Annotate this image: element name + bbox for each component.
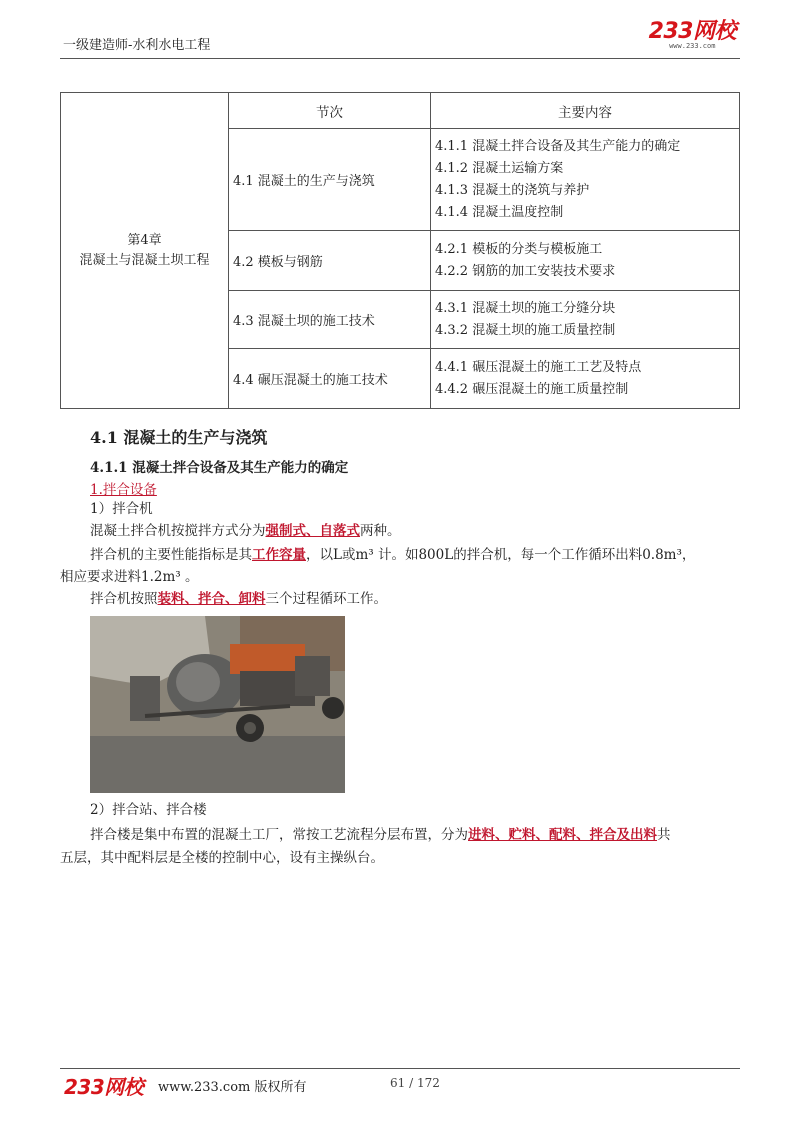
subsection-heading: 4.1.1 混凝土拌合设备及其生产能力的确定	[90, 460, 349, 476]
content-cell	[431, 129, 740, 231]
table-header-row	[61, 93, 740, 129]
paragraph-continuation: 五层，其中配料层是全楼的控制中心，设有主操纵台。	[60, 850, 384, 866]
section-cell: 4.4 碾压混凝土的施工技术	[229, 349, 431, 409]
text-run: 拌合楼是集中布置的混凝土工厂，常按工艺流程分层布置，分为	[90, 827, 468, 843]
section-heading: 4.1 混凝土的生产与浇筑	[90, 428, 268, 447]
logo-url: www.233.com	[669, 42, 716, 50]
highlight-text: 工作容量	[252, 547, 306, 563]
content-item: 4.2.1 模板的分类与模板施工	[435, 241, 603, 257]
section-cell: 4.2 模板与钢筋	[229, 231, 431, 291]
footer-divider	[60, 1068, 740, 1069]
paragraph	[90, 824, 740, 846]
topic-link[interactable]: 1.拌合设备	[90, 482, 157, 498]
section-cell: 4.1 混凝土的生产与浇筑	[229, 129, 431, 231]
highlight-text: 强制式、自落式	[265, 523, 360, 539]
content-item: 4.1.4 混凝土温度控制	[435, 204, 564, 220]
text-run: 共	[657, 827, 671, 843]
text-run: 拌合机按照	[90, 591, 158, 607]
list-item-label: 2）拌合站、拌合楼	[90, 802, 207, 818]
chapter-outline-table	[60, 92, 740, 409]
page-header	[60, 0, 740, 59]
text-run: 混凝土拌合机按搅拌方式分为	[90, 523, 266, 539]
document-title: 一级建造师-水利水电工程	[63, 38, 211, 53]
text-run: 三个过程循环工作。	[265, 591, 387, 607]
content-item: 4.4.1 碾压混凝土的施工工艺及特点	[435, 359, 642, 375]
footer-logo[interactable]: 233网校	[64, 1075, 144, 1099]
footer-copyright: www.233.com 版权所有	[158, 1080, 307, 1095]
chapter-number: 第4章	[127, 232, 162, 248]
section-cell: 4.3 混凝土坝的施工技术	[229, 291, 431, 349]
content-item: 4.2.2 钢筋的加工安装技术要求	[435, 263, 616, 279]
chapter-cell	[61, 93, 229, 409]
page-number: 61 / 172	[390, 1076, 440, 1090]
column-header-section: 节次	[229, 93, 431, 129]
chapter-title: 混凝土与混凝土坝工程	[79, 252, 210, 268]
list-item-label: 1）拌合机	[90, 501, 153, 517]
content-item: 4.3.2 混凝土坝的施工质量控制	[435, 322, 616, 338]
concrete-mixer-photo	[90, 616, 345, 793]
column-header-content: 主要内容	[431, 93, 740, 129]
content-cell	[431, 291, 740, 349]
content-item: 4.3.1 混凝土坝的施工分缝分块	[435, 300, 616, 316]
content-item: 4.1.2 混凝土运输方案	[435, 160, 564, 176]
text-run: 两种。	[360, 523, 401, 539]
content-item: 4.1.3 混凝土的浇筑与养护	[435, 182, 590, 198]
paragraph	[90, 544, 740, 566]
content-cell	[431, 349, 740, 409]
paragraph	[90, 588, 387, 610]
text-run: ，以L或m³ 计。如800L的拌合机，每一个工作循环出料0.8m³，	[306, 547, 696, 563]
text-run: 拌合机的主要性能指标是其	[90, 547, 252, 563]
content-item: 4.1.1 混凝土拌合设备及其生产能力的确定	[435, 138, 681, 154]
highlight-text: 进料、贮料、配料、拌合及出料	[468, 827, 657, 843]
highlight-text: 装料、拌合、卸料	[157, 591, 266, 607]
mixer-illustration	[90, 616, 345, 793]
brand-logo[interactable]	[648, 19, 736, 50]
content-cell	[431, 231, 740, 291]
logo-text: 233网校	[648, 19, 736, 44]
paragraph-continuation: 相应要求进料1.2m³ 。	[60, 569, 199, 585]
content-item: 4.4.2 碾压混凝土的施工质量控制	[435, 381, 629, 397]
paragraph	[90, 520, 401, 542]
